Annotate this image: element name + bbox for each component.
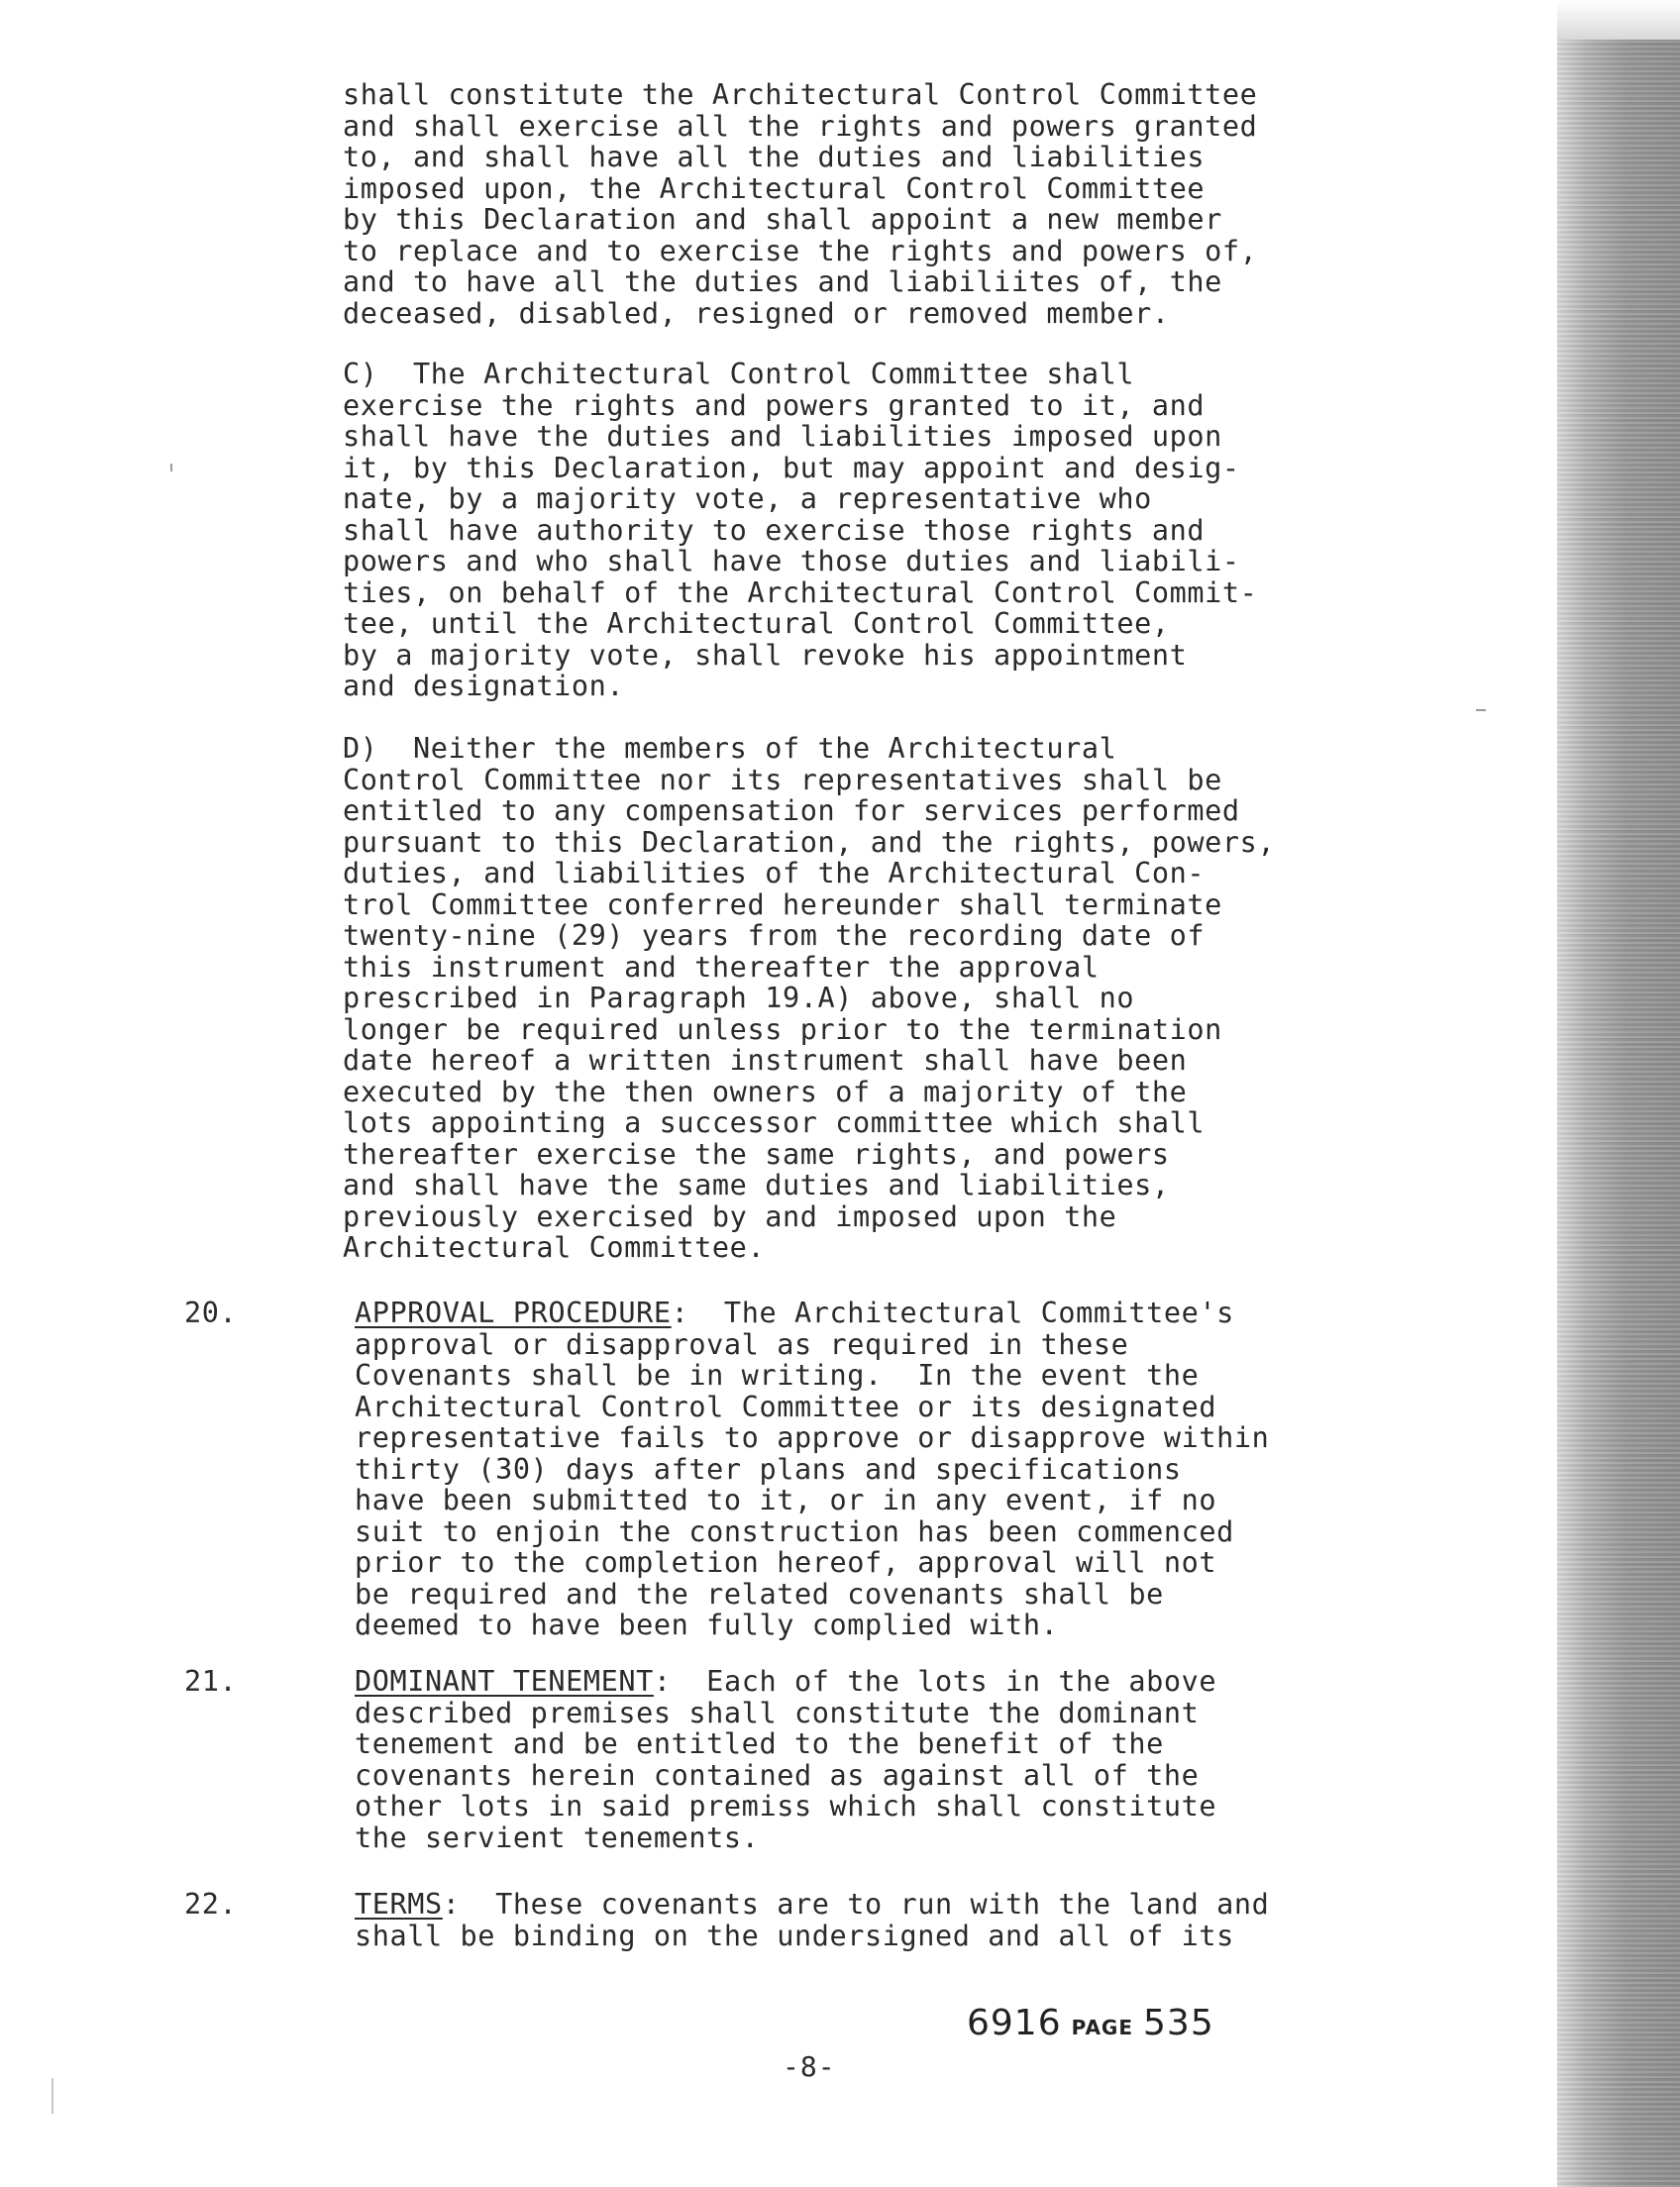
scan-speck [170,464,172,471]
text-line: Architectural Committee. [343,1231,766,1264]
text-line: entitled to any compensation for services performed [343,794,1240,827]
text-line: exercise the rights and powers granted to it, and [343,388,1206,422]
text-line: other lots in said premiss which shall constitute [355,1790,1217,1822]
page-label: PAGE [1071,2016,1134,2039]
text-line: date hereof a written instrument shall have been [343,1044,1188,1077]
text-line: shall have the duties and liabilities imposed upon [343,420,1222,453]
text-line: trol Committee conferred hereunder shall terminate [343,887,1222,921]
text-line: shall constitute the Architectural Control Committee [343,78,1258,111]
section-number: 22. [184,1888,238,1921]
text-line: deceased, disabled, resigned or removed member. [343,296,1170,330]
text-line: duties, and liabilities of the Architectural Con- [343,857,1206,889]
text-line: : Each of the lots in the above [653,1665,1217,1698]
text-line: ties, on behalf of the Architectural Control Commit- [343,575,1258,609]
text-line: tenement and be entitled to the benefit of the [355,1727,1164,1760]
text-line: pursuant to this Declaration, and the rights, powers, [343,825,1276,859]
text-line: and to have all the duties and liabiliites of, the [343,265,1222,298]
section-body [355,1666,1216,1853]
scan-speck [52,2078,53,2114]
section-heading: TERMS [355,1888,443,1921]
text-line: deemed to have been fully complied with. [355,1609,1059,1641]
text-line: lots appointing a successor committee which shall [343,1106,1206,1139]
text-line: longer be required unless prior to the termination [343,1012,1222,1046]
text-line: it, by this Declaration, but may appoint and desig- [343,451,1240,484]
paragraph-continuation [343,79,1257,329]
text-line: nate, by a majority vote, a representative who [343,482,1152,515]
text-line: suit to enjoin the construction has been commenced [355,1514,1234,1548]
text-line: previously exercised by and imposed upon the [343,1199,1117,1233]
text-line: have been submitted to it, or in any event, if no [355,1484,1217,1516]
text-line: the servient tenements. [355,1821,760,1854]
scan-edge-shadow [1557,40,1680,2187]
book-page-stamp [967,2003,1214,2043]
section-body [355,1298,1269,1641]
section-heading: DOMINANT TENEMENT [355,1665,654,1698]
text-line: D) Neither the members of the Architectural [343,732,1117,765]
paragraph-d [343,733,1275,1264]
text-line: tee, until the Architectural Control Committee, [343,607,1170,640]
text-line: to, and shall have all the duties and liabilities [343,141,1206,173]
text-line: be required and the related covenants shall be [355,1577,1164,1611]
text-line: powers and who shall have those duties and liabili- [343,545,1240,577]
text-line: executed by the then owners of a majority of the [343,1075,1188,1108]
page-number: -8- [783,2050,836,2083]
text-line: prescribed in Paragraph 19.A) above, shall no [343,982,1135,1014]
section-number: 20. [184,1297,238,1329]
text-line: imposed upon, the Architectural Control Committee [343,171,1206,205]
text-line: covenants herein contained as against all of the [355,1758,1200,1792]
scan-speck [1476,709,1486,711]
text-line: to replace and to exercise the rights and powers of, [343,234,1258,267]
scan-edge-top [1557,0,1680,40]
text-line: shall have authority to exercise those rights and [343,513,1206,547]
text-line: Control Committee nor its representatives shall be [343,763,1222,796]
text-line: twenty-nine (29) years from the recording date of [343,919,1206,952]
text-line: Covenants shall be in writing. In the event the [355,1359,1200,1392]
book-page-number: 535 [1143,2003,1214,2043]
book-number: 6916 [967,2003,1062,2043]
text-line: and designation. [343,670,625,702]
section-number: 21. [184,1665,238,1698]
text-line: by this Declaration and shall appoint a new member [343,203,1222,236]
text-line: Architectural Control Committee or its designated [355,1390,1217,1423]
text-line: thirty (30) days after plans and specifications [355,1452,1182,1486]
text-line: and shall have the same duties and liabilities, [343,1169,1170,1201]
text-line: approval or disapproval as required in these [355,1327,1129,1361]
text-line: this instrument and thereafter the approval [343,950,1100,984]
text-line: C) The Architectural Control Committee shall [343,358,1135,390]
section-body [355,1889,1269,1951]
text-line: shall be binding on the undersigned and all of its [355,1919,1234,1952]
text-line: : These covenants are to run with the land and [442,1888,1270,1921]
text-line: : The Architectural Committee's [671,1297,1234,1329]
text-line: representative fails to approve or disapprove within [355,1421,1270,1454]
text-line: prior to the completion hereof, approval will not [355,1546,1217,1579]
text-line: by a majority vote, shall revoke his appointment [343,638,1188,672]
paragraph-c [343,359,1257,702]
text-line: and shall exercise all the rights and powers granted [343,109,1258,143]
text-line: described premises shall constitute the dominant [355,1696,1200,1729]
section-heading: APPROVAL PROCEDURE [355,1297,672,1329]
text-line: thereafter exercise the same rights, and powers [343,1137,1170,1171]
